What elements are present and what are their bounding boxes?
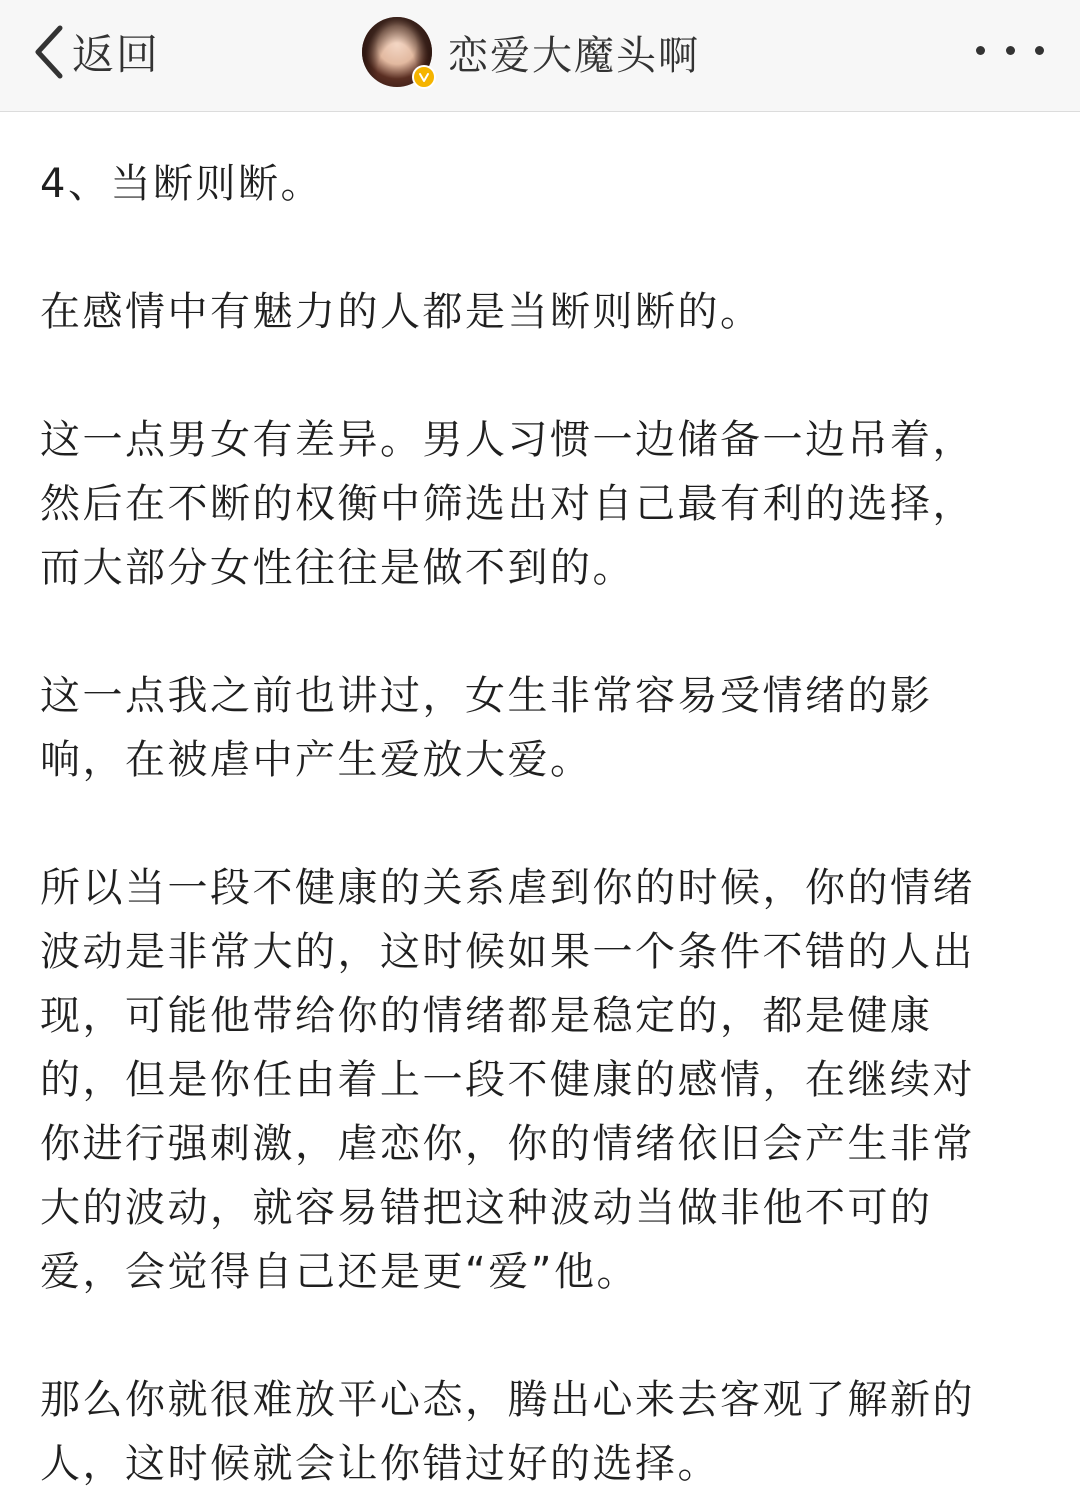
article-paragraph: 所以当一段不健康的关系虐到你的时候，你的情绪 波动是非常大的，这时候如果一个条件不错的人出 现，可能他带给你的情绪都是稳定的，都是健康 的，但是你任由着上一段不健康的感情，在继续对 你进行强刺激，虐恋你，你的情绪依旧会产生非常 大的波动，就容易错把这种波动当做非他不可的 爱，会觉得自己还是更“爱”他。 <box>40 865 975 1295</box>
article-body <box>0 112 1080 1496</box>
article-paragraph: 这一点男女有差异。男人习惯一边储备一边吊着， 然后在不断的权衡中筛选出对自己最有利的选择， 而大部分女性往往是做不到的。 <box>40 417 975 591</box>
verified-badge-icon <box>412 65 436 89</box>
chevron-left-icon <box>32 24 64 80</box>
avatar[interactable] <box>362 17 432 87</box>
top-nav-bar <box>0 0 1080 112</box>
article-paragraph: 4、当断则断。 <box>40 161 323 207</box>
article-paragraph: 那么你就很难放平心态，腾出心来去客观了解新的 人，这时候就会让你错过好的选择。 <box>40 1377 975 1487</box>
back-label: 返回 <box>72 30 161 79</box>
username[interactable]: 恋爱大魔头啊 <box>448 32 700 79</box>
more-options-button[interactable] <box>976 38 1044 62</box>
article-paragraph: 这一点我之前也讲过，女生非常容易受情绪的影 响，在被虐中产生爱放大爱。 <box>40 673 933 783</box>
back-button[interactable] <box>32 22 160 82</box>
article-paragraph: 在感情中有魅力的人都是当断则断的。 <box>40 289 763 335</box>
more-dot-icon <box>1035 46 1044 55</box>
more-dot-icon <box>976 46 985 55</box>
more-dot-icon <box>1006 46 1015 55</box>
user-profile-link[interactable] <box>362 16 700 88</box>
